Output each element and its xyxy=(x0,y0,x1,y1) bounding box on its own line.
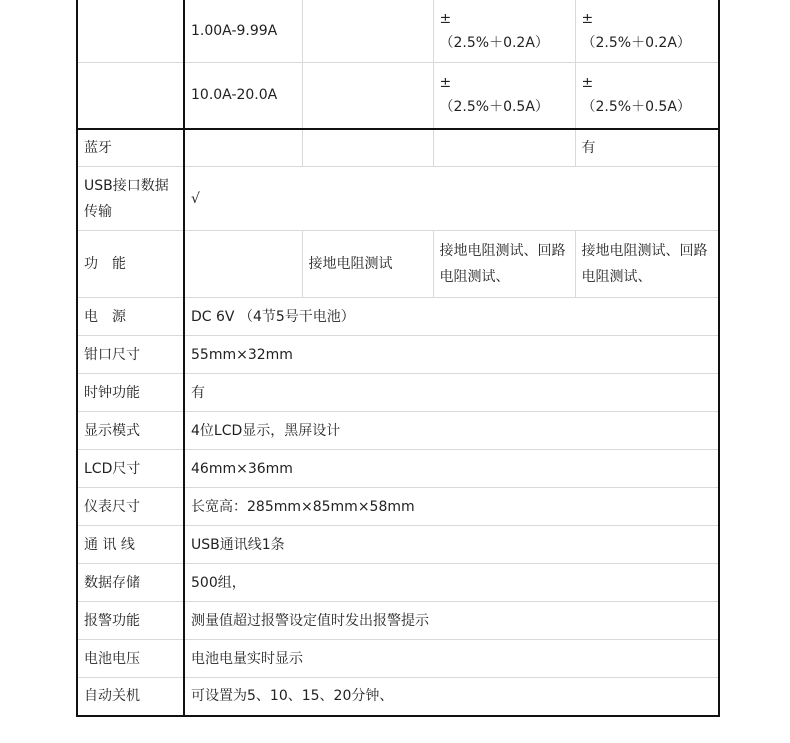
table-row xyxy=(77,602,719,640)
spec-value: 500组， xyxy=(184,564,719,602)
empty-cell xyxy=(302,63,433,129)
spec-value: 有 xyxy=(184,374,719,412)
table-row xyxy=(77,526,719,564)
table-row xyxy=(77,678,719,716)
spec-table xyxy=(76,0,720,717)
table-row xyxy=(77,374,719,412)
empty-cell xyxy=(302,0,433,63)
table-row xyxy=(77,336,719,374)
table-row xyxy=(77,412,719,450)
spec-label: 数据存储 xyxy=(77,564,184,602)
spec-value: 4位LCD显示，黑屏设计 xyxy=(184,412,719,450)
usb-data-label: USB接口数据传输 xyxy=(77,167,184,231)
table-row xyxy=(77,298,719,336)
bluetooth-label: 蓝牙 xyxy=(77,129,184,167)
spec-label: 电池电压 xyxy=(77,640,184,678)
spec-label: LCD尺寸 xyxy=(77,450,184,488)
table-row xyxy=(77,129,719,167)
function-value: 接地电阻测试、回路电阻测试、 xyxy=(433,231,575,298)
table-row xyxy=(77,231,719,298)
tolerance-cell: ± （2.5%＋0.5A） xyxy=(575,63,719,129)
tolerance-cell: ± （2.5%＋0.2A） xyxy=(433,0,575,63)
spec-label: 通 讯 线 xyxy=(77,526,184,564)
empty-cell xyxy=(184,231,302,298)
label-cell-empty xyxy=(77,0,184,63)
spec-label: 仪表尺寸 xyxy=(77,488,184,526)
function-value: 接地电阻测试 xyxy=(302,231,433,298)
table-row xyxy=(77,63,719,129)
table-row xyxy=(77,450,719,488)
label-cell-empty xyxy=(77,63,184,129)
table-row xyxy=(77,564,719,602)
function-value: 接地电阻测试、回路电阻测试、 xyxy=(575,231,719,298)
function-label: 功 能 xyxy=(77,231,184,298)
empty-cell xyxy=(184,129,302,167)
spec-label: 电 源 xyxy=(77,298,184,336)
table-row xyxy=(77,640,719,678)
tolerance-cell: ± （2.5%＋0.2A） xyxy=(575,0,719,63)
spec-value: 46mm×36mm xyxy=(184,450,719,488)
usb-data-value: √ xyxy=(184,167,719,231)
spec-label: 时钟功能 xyxy=(77,374,184,412)
spec-value: 可设置为5、10、15、20分钟、 xyxy=(184,678,719,716)
spec-value: USB通讯线1条 xyxy=(184,526,719,564)
spec-value: 测量值超过报警设定值时发出报警提示 xyxy=(184,602,719,640)
current-range-cell: 1.00A-9.99A xyxy=(184,0,302,63)
spec-label: 报警功能 xyxy=(77,602,184,640)
empty-cell xyxy=(433,129,575,167)
empty-cell xyxy=(302,129,433,167)
table-row xyxy=(77,167,719,231)
spec-value: 长宽高：285mm×85mm×58mm xyxy=(184,488,719,526)
tolerance-cell: ± （2.5%＋0.5A） xyxy=(433,63,575,129)
spec-label: 显示模式 xyxy=(77,412,184,450)
table-row xyxy=(77,488,719,526)
bluetooth-value: 有 xyxy=(575,129,719,167)
spec-label: 自动关机 xyxy=(77,678,184,716)
spec-value: DC 6V （4节5号干电池） xyxy=(184,298,719,336)
spec-value: 55mm×32mm xyxy=(184,336,719,374)
table-row xyxy=(77,0,719,63)
current-range-cell: 10.0A-20.0A xyxy=(184,63,302,129)
spec-value: 电池电量实时显示 xyxy=(184,640,719,678)
spec-label: 钳口尺寸 xyxy=(77,336,184,374)
